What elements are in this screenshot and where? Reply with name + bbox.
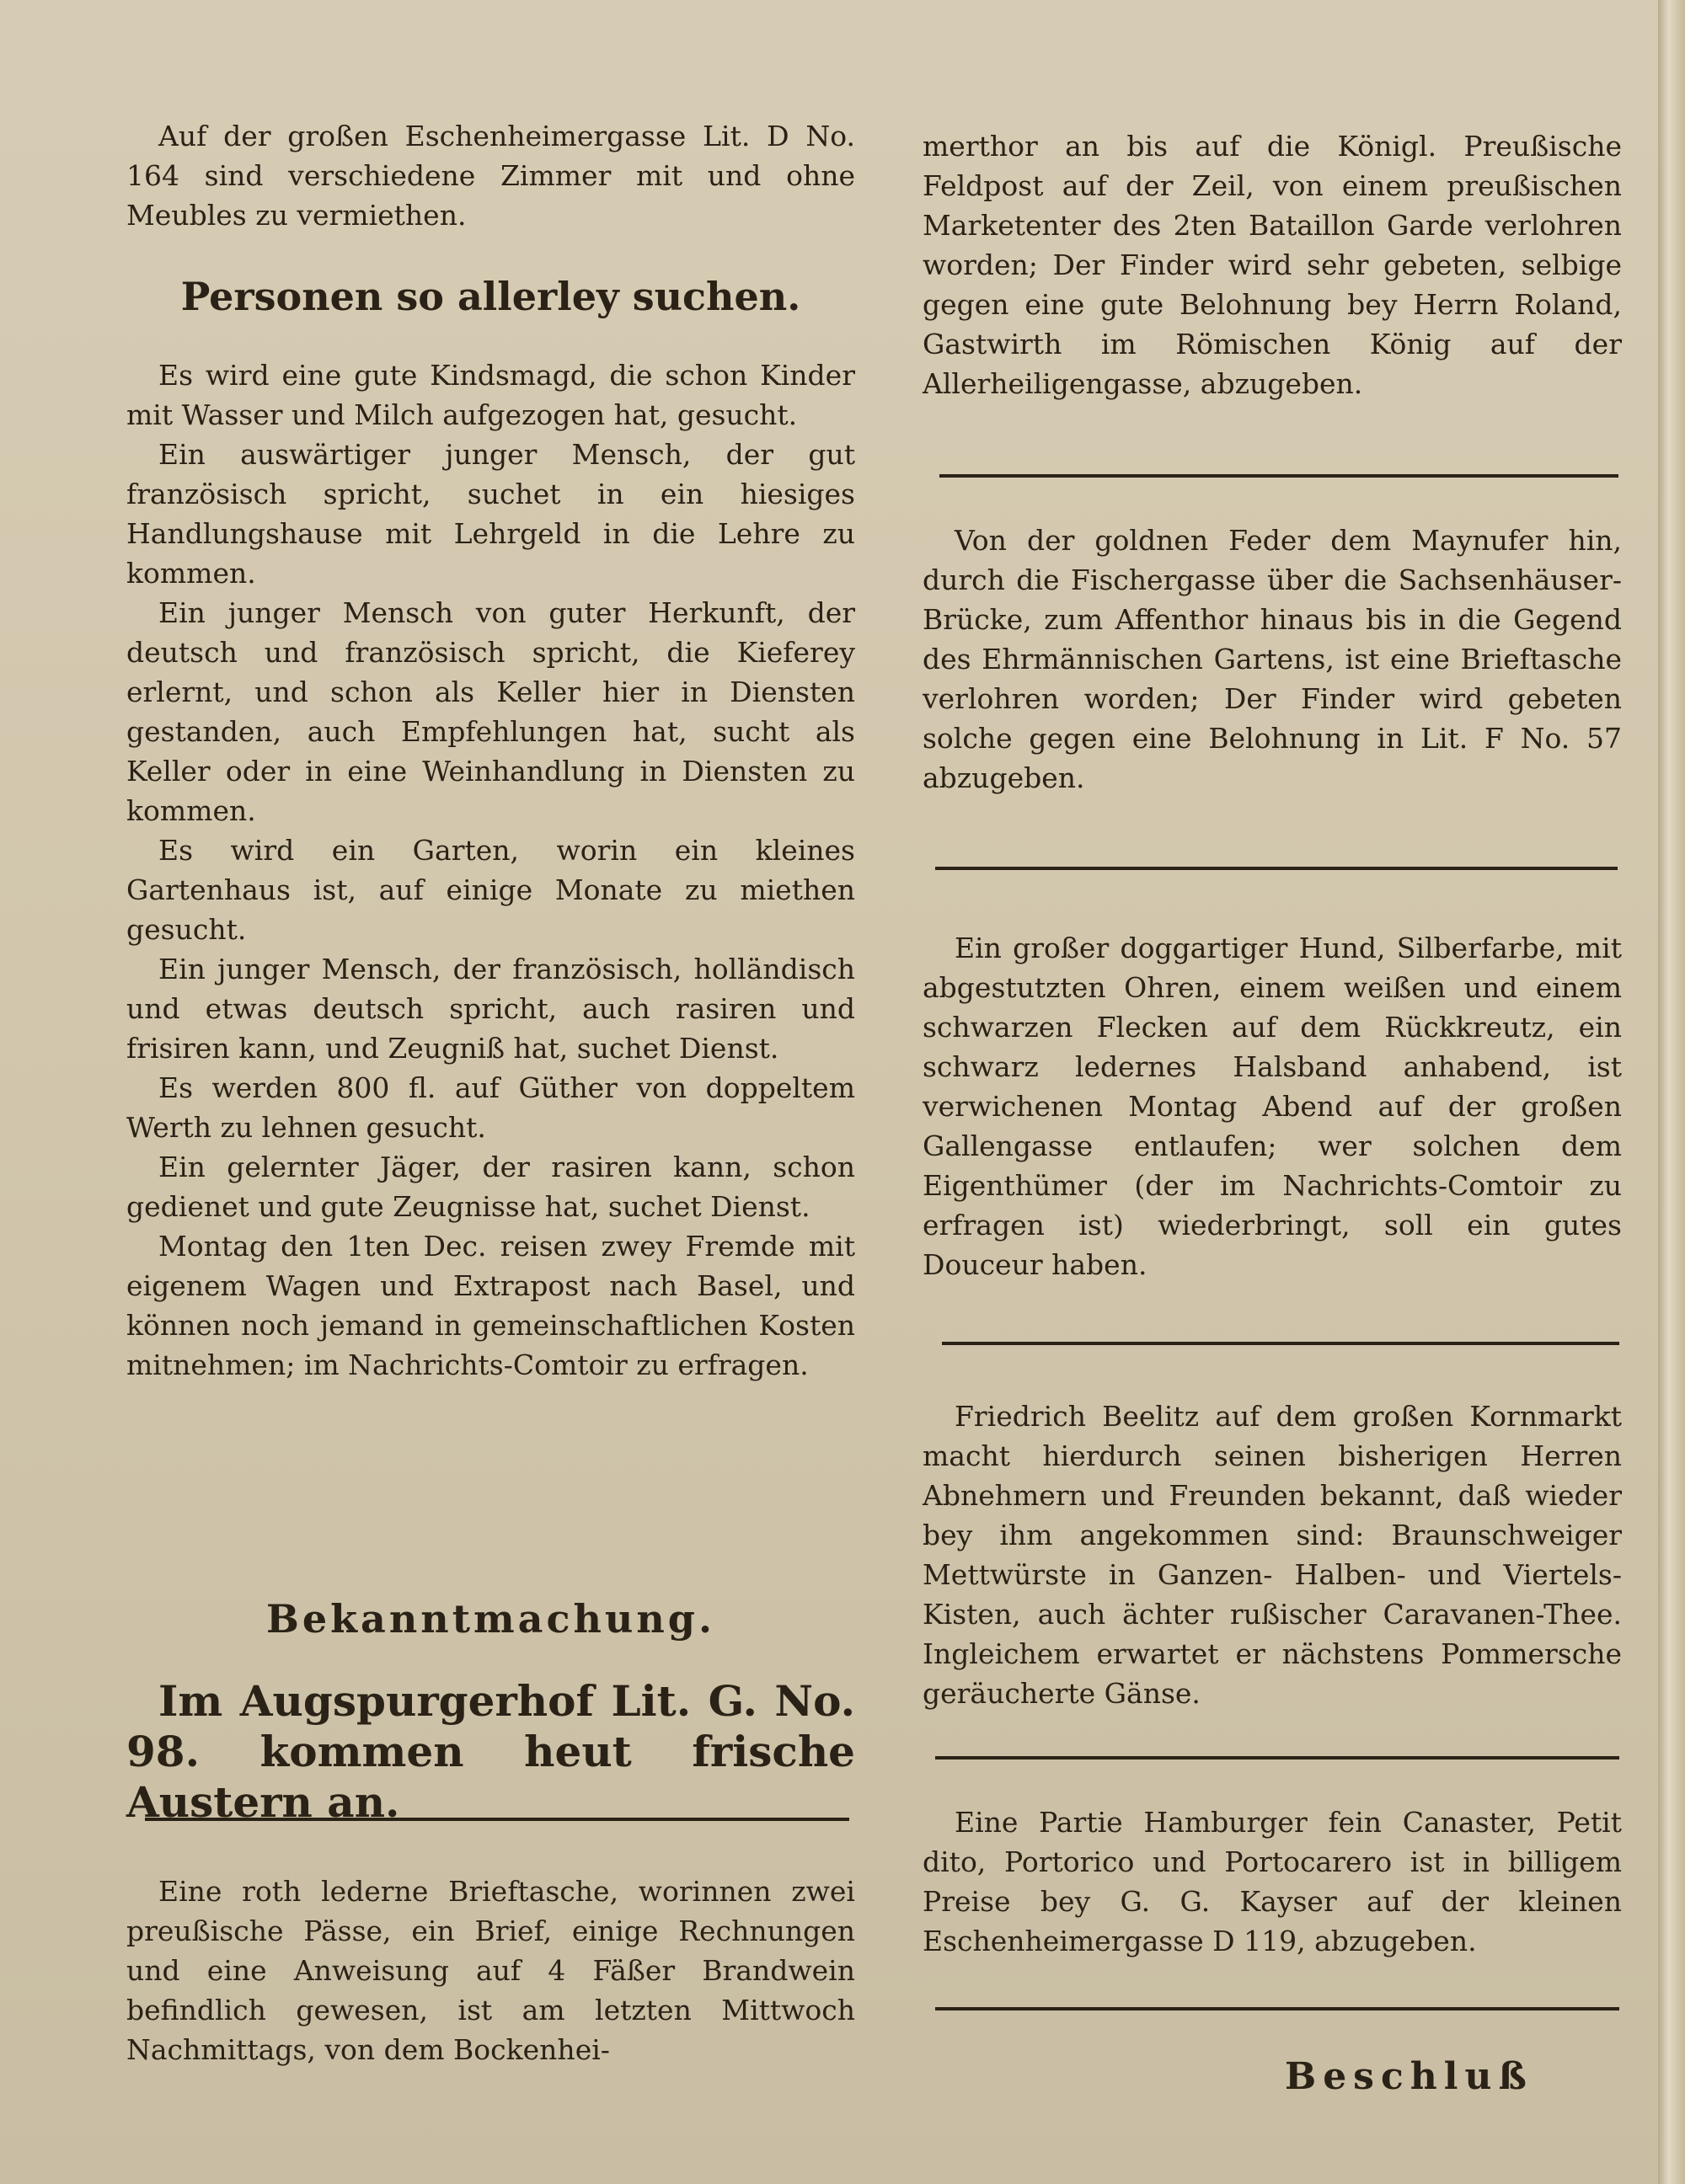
ad-reise-basel: Montag den 1ten Dec. reisen zwey Fremde mit eigenem Wagen und Extrapost nach Basel, und können noch jemand in gemeinschaftlichen Kosten mitnehmen; im Nachrichts-Comtoir zu erfragen. [126, 1230, 855, 1381]
left-column-austern [126, 1676, 855, 1828]
divider-rule [145, 1818, 849, 1821]
ad-rothe-brieftasche-continued: merthor an bis auf die Königl. Preußische Feldpost auf der Zeil, von einem preußischen Marketenter des 2ten Bataillon Garde verlohren worden; Der Finder wird sehr gebeten, selbige gegen eine gute Belohnung bey Herrn Roland, Gastwirth im Römischen König auf der Allerheiligengasse, abzugeben. [923, 130, 1622, 400]
ad-hund-entlaufen: Ein großer doggartiger Hund, Silberfarbe, mit abgestutzten Ohren, einem weißen und einem schwarzen Flecken auf dem Rückkreutz, ein schwarz ledernes Halsband anhabend, ist verwichenen Montag Abend auf der großen Gallengasse entlaufen; wer solchen dem Eigenthümer (der im Nachrichts-Comtoir zu erfragen ist) wiederbringt, soll ein gutes Douceur haben. [923, 932, 1622, 1281]
heading-bekanntmachung: Bekanntmachung. [266, 1596, 715, 1642]
divider-rule [939, 474, 1618, 478]
right-column-hund [923, 928, 1622, 1284]
catchword-beschluss: Beschluß [1285, 2055, 1533, 2098]
left-column-bekannt [126, 1594, 855, 1644]
right-column-feder [923, 521, 1622, 798]
right-column-kayser [923, 1802, 1622, 1961]
heading-personen-suchen: Personen so allerley suchen. [180, 274, 801, 319]
ad-jaeger: Ein gelernter Jäger, der rasiren kann, schon gedienet und gute Zeugnisse hat, suchet Dienst. [126, 1151, 855, 1223]
left-column-brieftasche [126, 1872, 855, 2069]
ad-keller-weinhandlung: Ein junger Mensch von guter Herkunft, der deutsch und französisch spricht, die Kieferey erlernt, und schon als Keller hier in Diensten gestanden, auch Empfehlungen hat, sucht als Keller oder in eine Weinhandlung in Diensten zu kommen. [126, 596, 855, 827]
ad-eschenheimergasse-rooms: Auf der großen Eschenheimergasse Lit. D No. 164 sind verschiedene Zimmer mit und ohne Meubles zu vermiethen. [126, 120, 855, 232]
ad-beelitz-kornmarkt: Friedrich Beelitz auf dem großen Kornmarkt macht hierdurch seinen bisherigen Herren Abnehmern und Freunden bekannt, daß wieder bey ihm angekommen sind: Braunschweiger Mettwürste in Ganzen- Halben- und Viertels-Kisten, auch ächter rußischer Caravanen-Thee. Ingleichem erwartet er nächstens Pommersche geräucherte Gänse. [923, 1400, 1622, 1710]
divider-rule [942, 1342, 1619, 1345]
page-spine [1658, 0, 1685, 2184]
ad-garten-miethen: Es wird ein Garten, worin ein kleines Gartenhaus ist, auf einige Monate zu miethen gesucht. [126, 834, 855, 946]
left-column [126, 116, 855, 235]
ad-kindsmagd: Es wird eine gute Kindsmagd, die schon Kinder mit Wasser und Milch aufgezogen hat, gesucht. [126, 359, 855, 431]
ad-goldne-feder-brieftasche: Von der goldnen Feder dem Maynufer hin, durch die Fischergasse über die Sachsenhäuser-Brücke, zum Affenthor hinaus bis in die Gegend des Ehrmännischen Gartens, ist eine Brieftasche verlohren worden; Der Finder wird gebeten solche gegen eine Belohnung in Lit. F No. 57 abzugeben. [923, 524, 1622, 794]
left-column-personen [126, 271, 855, 322]
ad-austern: Im Augspurgerhof Lit. G. No. 98. kommen heut frische Austern an. [126, 1676, 855, 1827]
divider-rule [935, 867, 1618, 870]
ad-rothe-brieftasche: Eine roth lederne Brieftasche, worinnen zwei preußische Pässe, ein Brief, einige Rechnungen und eine Anweisung auf 4 Fäßer Brandwein befindlich gewesen, ist am letzten Mittwoch Nachmittags, von dem Bockenhei- [126, 1875, 855, 2066]
ad-lehre-handlung: Ein auswärtiger junger Mensch, der gut französisch spricht, suchet in ein hiesiges Handlungshause mit Lehrgeld in die Lehre zu kommen. [126, 438, 855, 590]
ad-diener-rasiren: Ein junger Mensch, der französisch, holländisch und etwas deutsch spricht, auch rasiren und frisiren kann, und Zeugniß hat, suchet Dienst. [126, 953, 855, 1065]
divider-rule [935, 1756, 1619, 1759]
ad-kayser-canaster: Eine Partie Hamburger fein Canaster, Petit dito, Portorico und Portocarero ist in billigem Preise bey G. G. Kayser auf der kleinen Eschenheimergasse D 119, abzugeben. [923, 1806, 1622, 1957]
right-column-beelitz [923, 1396, 1622, 1713]
right-column-brieftasche-cont [923, 126, 1622, 403]
divider-rule [935, 2007, 1619, 2010]
left-column-ads [126, 355, 855, 1385]
ad-800-fl: Es werden 800 fl. auf Güther von doppeltem Werth zu lehnen gesucht. [126, 1071, 855, 1144]
